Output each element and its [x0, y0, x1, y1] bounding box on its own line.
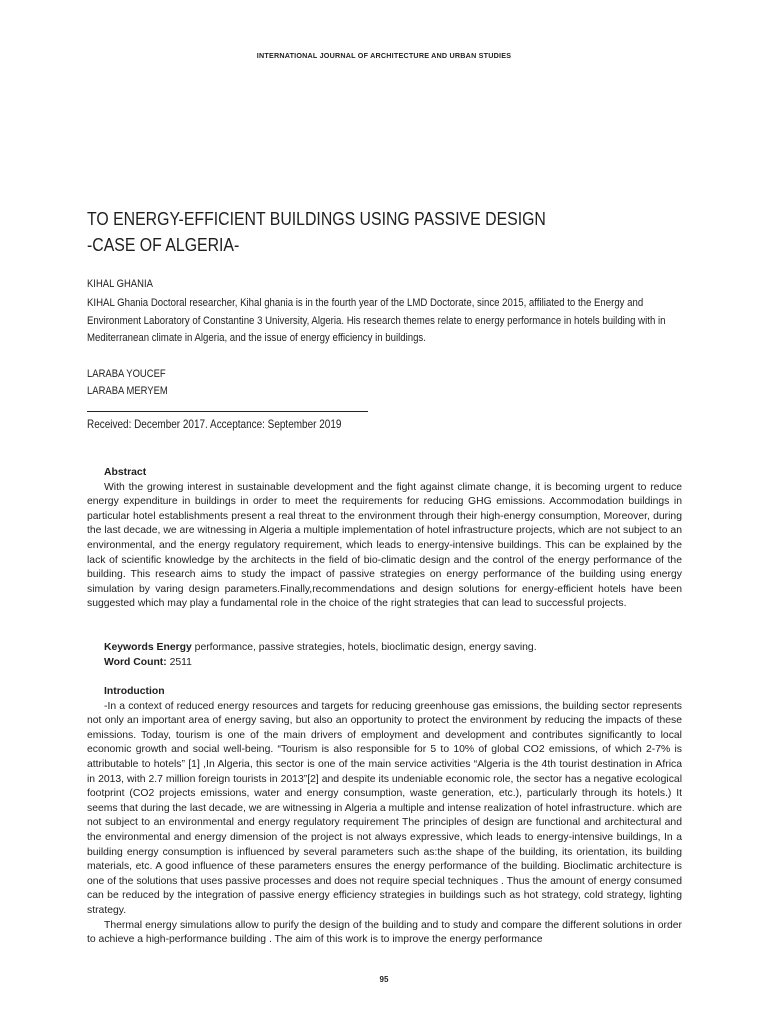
introduction-paragraph-2: Thermal energy simulations allow to purify the design of the building and to study and compare the different solutions in order to achieve a high-performance building . The aim of this work is to improve the energy performance — [87, 919, 682, 946]
keywords-text: performance, passive strategies, hotels, bioclimatic design, energy saving. — [191, 642, 537, 653]
introduction-section — [87, 685, 682, 948]
received-dates: Received: December 2017. Acceptance: September 2019 — [87, 418, 342, 431]
abstract-text: With the growing interest in sustainable development and the fight against climate change, it is becoming urgent to reduce energy expenditure in buildings in order to meet the requirements for reducing GHG emissions. Accommodation buildings in particular hotel establishments present a real threat to the environment through their high-energy consumption, Moreover, during the last decade, we are witnessing in Algeria a multiple implementation of hotel infrastructure projects, which are not subject to an environmental, and the energy regulatory requirement, which leads to energy-intensive buildings. This can be explained by the lack of scientific knowledge by the architects in the field of bio-climatic design and the control of the energy performance of the building. This research aims to study the impact of passive strategies on energy performance of the building using energy simulation by varing design parameters.Finally,recommendations and design solutions for energy-efficient hotels have been suggested which may play a fundamental role in the choice of the right strategies that can lead to successful projects. — [87, 481, 682, 610]
introduction-heading: Introduction — [104, 686, 165, 697]
keywords-section — [87, 641, 682, 670]
author-name-1: KIHAL GHANIA — [87, 278, 153, 290]
abstract-heading: Abstract — [104, 467, 147, 478]
title-line-1: TO ENERGY-EFFICIENT BUILDINGS USING PASSIVE DESIGN — [87, 209, 546, 229]
journal-header: INTERNATIONAL JOURNAL OF ARCHITECTURE AND URBAN STUDIES — [256, 51, 512, 60]
title-line-2: -CASE OF ALGERIA- — [87, 235, 240, 255]
author-name-2: LARABA YOUCEF — [87, 368, 166, 380]
keywords-line — [104, 641, 682, 656]
divider-line — [87, 411, 368, 412]
co-authors — [87, 366, 168, 400]
abstract-section — [87, 466, 682, 612]
word-count-value: 2511 — [166, 656, 192, 668]
author-bio: KIHAL Ghania Doctoral researcher, Kihal ghania is in the fourth year of the LMD Doctorate, since 2015, affiliated to the Energy and Environment Laboratory of Constantine 3 University, Algeria. His research themes relate to energy performance in hotels building with in Mediterranean climate in Algeria, and the issue of energy efficiency in buildings. — [87, 297, 666, 344]
introduction-paragraph-1: -In a context of reduced energy resources and targets for reducing greenhouse gas emissions, the building sector represents not only an important area of energy saving, but also an opportunity to protect the environment by reducing the impacts of these emissions. Today, tourism is one of the main drivers of employment and development and contributes significantly to local economic growth and social well-being. “Tourism is also responsible for 5 to 10% of global CO2 emissions, of which 2-7% is attributable to hotels” [1] ,In Algeria, this sector is one of the main service activities “Algeria is the 4th tourist destination in Africa in 2013, with 2.7 million foreign tourists in 2013”[2] and despite its undeniable economic role, the sector has a negative ecological footprint (CO2 projects emissions, water and energy consumption, waste generation, etc.), particularly through its hotels.) It seems that during the last decade, we are witnessing in Algeria a multiple and intense realization of hotel infrastructure. which are not subject to an environmental and energy regulatory requirement The principles of design are functional and architectural and the environmental and energy dimension of the project is not always expressive, which leads to energy-intensive buildings, In a building energy consumption is influenced by several parameters such as:the shape of the building, its orientation, its building materials, etc. A good influence of these parameters ensures the energy performance of the building. Bioclimatic architecture is one of the solutions that uses passive processes and does not require special techniques . Thus the amount of energy consumed can be reduced by the integration of passive energy efficiency strategies in buildings such as hot strategy, cold strategy, lighting strategy. — [87, 700, 682, 916]
page-number: 95 — [379, 975, 389, 984]
paper-title — [87, 206, 615, 258]
word-count-label: Word Count: — [104, 656, 167, 668]
word-count-line — [104, 656, 682, 671]
keywords-label: Keywords Energy — [104, 642, 192, 653]
author-name-3: LARABA MERYEM — [87, 385, 168, 397]
